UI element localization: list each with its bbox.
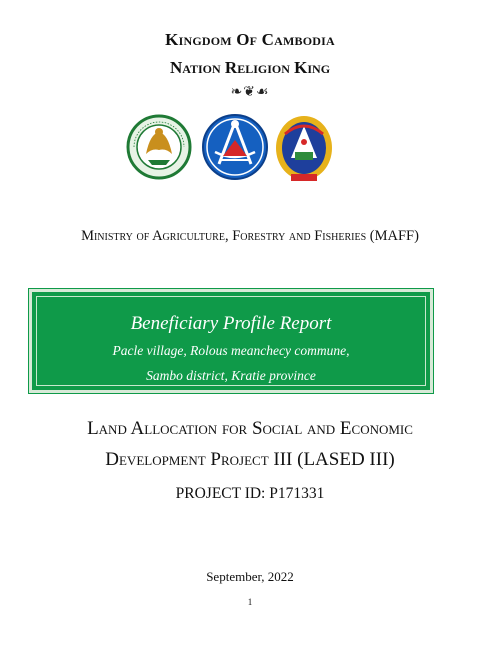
report-date: September, 2022 [206, 569, 294, 584]
report-title: Beneficiary Profile Report [130, 313, 332, 334]
project-title-line2: Development Project III (LASED III) [105, 449, 395, 470]
logo-row [0, 112, 500, 188]
page-number: 1 [247, 597, 253, 607]
report-location-line2: Sambo district, Kratie province [146, 368, 316, 383]
ornament-divider-icon: ❧❦☙ [230, 84, 270, 100]
nation-motto: Nation Religion King [169, 58, 331, 77]
report-location-line1: Pacle village, Rolous meanchecy commune, [112, 343, 350, 358]
kingdom-heading: Kingdom Of Cambodia [165, 30, 335, 49]
project-title-line1: Land Allocation for Social and Economic [87, 418, 413, 439]
maff-logo-icon [126, 112, 192, 182]
mlmupc-logo-icon [201, 112, 269, 182]
royal-emblem-icon [273, 112, 335, 186]
ministry-name: Ministry of Agriculture, Forestry and Fisheries (MAFF) [81, 228, 419, 244]
project-id: PROJECT ID: P171331 [175, 485, 325, 502]
report-title-banner [29, 289, 433, 393]
